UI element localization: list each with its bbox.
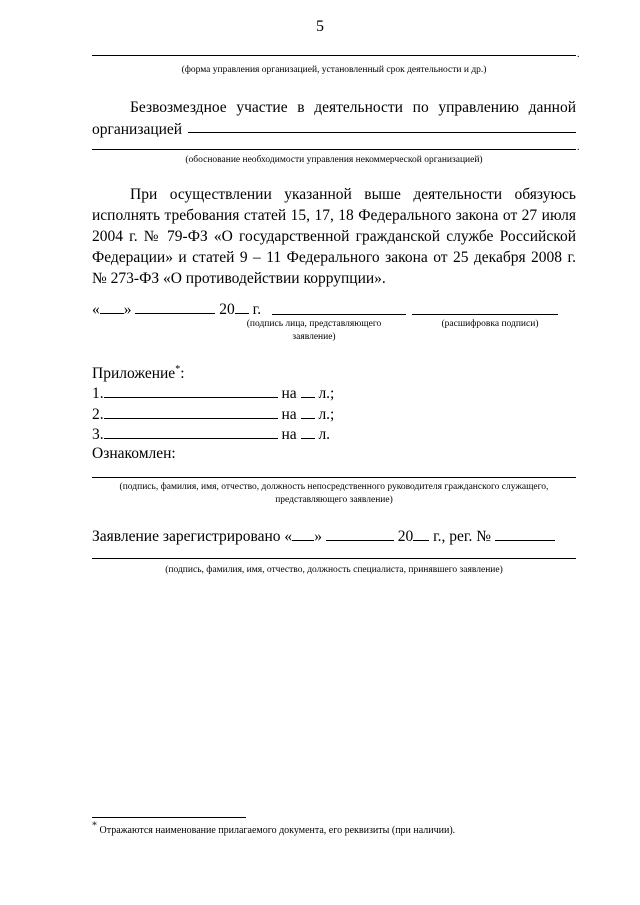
obligation-line-4: Федерации» и статей 9 – 11 Федерального закона от 25 декабря 2008 г. <box>92 249 576 266</box>
registration-year-field[interactable] <box>413 527 429 541</box>
appendix-pages-field[interactable] <box>301 384 315 398</box>
caption-justification: (обоснование необходимости управления некоммерческой организацией) <box>185 155 483 165</box>
day-field[interactable] <box>100 300 124 314</box>
acquainted-label: Ознакомлен: <box>92 445 176 462</box>
registration-label: Заявление зарегистрировано « <box>92 528 293 545</box>
justification-field-line[interactable] <box>92 149 576 150</box>
appendix-pages-label: л.; <box>318 385 335 402</box>
caption-signature: (подпись лица, представляющего заявление) <box>246 319 382 342</box>
appendix-title-text: Приложение <box>92 365 176 382</box>
appendix-document-field[interactable] <box>104 384 278 398</box>
date-line <box>92 300 261 320</box>
appendix-title <box>92 364 185 384</box>
registration-quote-close: » <box>314 528 322 545</box>
appendix-na: на <box>281 426 297 443</box>
registration-year-prefix: 20 <box>397 528 414 545</box>
participation-text-line2: организацией <box>92 121 183 138</box>
footnote-text: Отражаются наименование прилагаемого документа, его реквизиты (при наличии). <box>99 825 456 836</box>
appendix-colon: : <box>180 365 185 382</box>
participation-text-line1: Безвозмездное участие в деятельности по управлению данной <box>130 99 576 116</box>
year-field[interactable] <box>235 300 249 314</box>
appendix-item <box>92 405 334 425</box>
caption-supervisor: (подпись, фамилия, имя, отчество, должность непосредственного руководителя гражданского служащего, представляющего заявление) <box>119 482 549 505</box>
appendix-document-field[interactable] <box>104 425 278 439</box>
date-quote-open: « <box>92 301 100 318</box>
appendix-pages-label: л. <box>318 426 331 443</box>
date-quote-close: » <box>123 301 132 318</box>
appendix-document-field[interactable] <box>104 405 278 419</box>
registration-number-label: г., рег. № <box>433 528 492 545</box>
registration-month-field[interactable] <box>326 527 394 541</box>
specialist-field-line[interactable] <box>92 558 576 559</box>
registration-line <box>92 527 555 547</box>
footnote <box>92 820 456 837</box>
caption-form: (форма управления организацией, установленный срок деятельности и др.) <box>181 65 487 75</box>
footnote-mark: * <box>92 820 97 832</box>
appendix-na: на <box>281 385 297 402</box>
caption-specialist: (подпись, фамилия, имя, отчество, должность специалиста, принявшего заявление) <box>165 565 503 575</box>
appendix-item-number: 1. <box>92 385 104 402</box>
appendix-item-number: 2. <box>92 406 104 423</box>
form-field-line[interactable] <box>92 55 576 56</box>
obligation-line-3: 2004 г. № 79-ФЗ «О государственной гражданской службе Российской <box>92 228 576 245</box>
footnote-marker: * <box>175 363 181 375</box>
registration-number-field[interactable] <box>495 527 555 541</box>
registration-day-field[interactable] <box>292 527 314 541</box>
year-prefix: 20 <box>219 301 235 318</box>
footnote-separator <box>92 817 246 818</box>
obligation-line-5: № 273-ФЗ «О противодействии коррупции». <box>92 270 386 287</box>
supervisor-field-line[interactable] <box>92 477 576 478</box>
signature-field-line[interactable] <box>272 314 406 315</box>
line-end-dot: . <box>577 49 580 60</box>
month-field[interactable] <box>135 300 215 314</box>
page-number: 5 <box>316 18 324 35</box>
obligation-line-1: При осуществлении указанной выше деятельности обязуюсь <box>130 186 576 203</box>
organization-field-line[interactable] <box>188 132 576 133</box>
obligation-line-2: исполнять требования статей 15, 17, 18 Федерального закона от 27 июля <box>92 207 576 224</box>
caption-decoding: (расшифровка подписи) <box>441 319 539 329</box>
appendix-pages-field[interactable] <box>301 405 315 419</box>
appendix-na: на <box>281 406 297 423</box>
signature-decoding-field-line[interactable] <box>412 314 558 315</box>
year-suffix: г. <box>252 301 262 318</box>
line-end-dot: . <box>577 142 580 153</box>
appendix-item-number: 3. <box>92 426 104 443</box>
appendix-pages-field[interactable] <box>301 425 315 439</box>
appendix-item <box>92 425 330 445</box>
appendix-item <box>92 384 334 404</box>
appendix-pages-label: л.; <box>318 406 335 423</box>
